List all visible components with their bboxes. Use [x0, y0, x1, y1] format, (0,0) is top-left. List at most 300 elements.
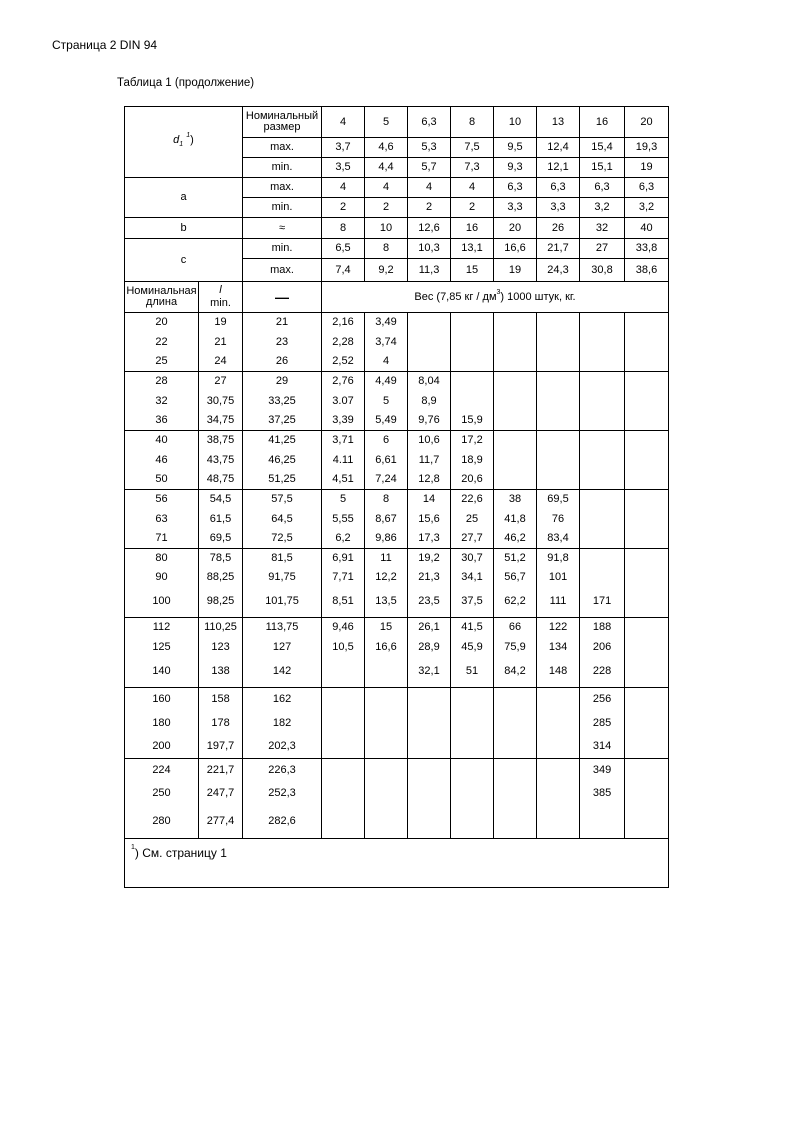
weight-row — [125, 372, 669, 392]
value-cell: 5,3 — [408, 138, 451, 158]
value-cell: 12,4 — [537, 138, 580, 158]
weight-row — [125, 490, 669, 510]
weight-cell — [625, 333, 669, 353]
d1-label: $d_1$ $^1$) — [125, 107, 243, 178]
weight-cell — [580, 568, 625, 587]
weight-row — [125, 657, 669, 688]
nominal-length-label: Номинальная длина — [125, 282, 199, 313]
weight-row — [125, 806, 669, 839]
l-max-cell: 282,6 — [243, 806, 322, 839]
weight-cell: 15,9 — [451, 412, 494, 431]
weight-cell — [451, 688, 494, 712]
value-cell: 15,1 — [580, 158, 625, 178]
value-cell: 6,3 — [580, 178, 625, 198]
nominal-length-cell: 180 — [125, 712, 199, 736]
weight-cell: 15 — [365, 618, 408, 638]
l-min-cell: 69,5 — [199, 530, 243, 549]
weight-cell — [451, 392, 494, 412]
weight-cell: 122 — [537, 618, 580, 638]
nominal-length-cell: 90 — [125, 568, 199, 587]
weight-cell: 4,51 — [322, 471, 365, 490]
weight-cell: 45,9 — [451, 638, 494, 657]
value-cell: 5,7 — [408, 158, 451, 178]
weight-cell — [625, 782, 669, 806]
l-min-cell: 61,5 — [199, 510, 243, 530]
l-min-cell: 98,25 — [199, 587, 243, 618]
weight-cell — [580, 471, 625, 490]
weight-cell — [494, 313, 537, 333]
weight-cell — [580, 392, 625, 412]
weight-cell: 6 — [365, 431, 408, 451]
weight-cell: 83,4 — [537, 530, 580, 549]
weight-cell: 9,46 — [322, 618, 365, 638]
weight-cell: 2,28 — [322, 333, 365, 353]
table-caption: Таблица 1 (продолжение) — [117, 77, 255, 89]
nominal-length-cell: 160 — [125, 688, 199, 712]
weight-cell — [494, 431, 537, 451]
weight-cell — [625, 759, 669, 782]
weight-cell — [625, 431, 669, 451]
weight-row — [125, 353, 669, 372]
weight-cell — [625, 568, 669, 587]
weight-cell — [625, 618, 669, 638]
weight-cell — [451, 333, 494, 353]
weight-cell: 8,9 — [408, 392, 451, 412]
weight-cell — [494, 353, 537, 372]
weight-cell: 26,1 — [408, 618, 451, 638]
weight-cell — [365, 688, 408, 712]
weight-row — [125, 688, 669, 712]
dimension-weight-table — [124, 106, 669, 888]
l-max-cell: 46,25 — [243, 451, 322, 471]
l-min-cell: 21 — [199, 333, 243, 353]
weight-cell — [365, 736, 408, 759]
weight-cell — [494, 451, 537, 471]
weight-cell: 22,6 — [451, 490, 494, 510]
value-cell: 16 — [451, 218, 494, 239]
weight-cell: 148 — [537, 657, 580, 688]
value-cell: 2 — [322, 198, 365, 218]
l-min-cell: 123 — [199, 638, 243, 657]
weight-cell — [625, 587, 669, 618]
value-cell: 8 — [322, 218, 365, 239]
weight-cell: 314 — [580, 736, 625, 759]
weight-cell — [408, 782, 451, 806]
weight-cell — [625, 372, 669, 392]
b-label: b — [125, 218, 243, 239]
weight-cell: 32,1 — [408, 657, 451, 688]
weight-cell — [365, 806, 408, 839]
l-min-cell: 19 — [199, 313, 243, 333]
weight-cell — [537, 471, 580, 490]
weight-cell — [322, 806, 365, 839]
size-cell: 4 — [322, 107, 365, 138]
value-cell: 11,3 — [408, 259, 451, 282]
weight-cell — [451, 736, 494, 759]
weight-cell — [580, 510, 625, 530]
weight-cell — [537, 431, 580, 451]
weight-cell — [322, 782, 365, 806]
size-cell: 10 — [494, 107, 537, 138]
value-cell: 4 — [365, 178, 408, 198]
c-max-label: max. — [243, 259, 322, 282]
l-min-cell: 88,25 — [199, 568, 243, 587]
nominal-length-cell: 140 — [125, 657, 199, 688]
weight-cell — [625, 712, 669, 736]
weight-row — [125, 587, 669, 618]
value-cell: 19 — [625, 158, 669, 178]
l-min-cell: 277,4 — [199, 806, 243, 839]
weight-cell — [451, 782, 494, 806]
weight-row — [125, 712, 669, 736]
value-cell: 3,7 — [322, 138, 365, 158]
weight-cell: 12,8 — [408, 471, 451, 490]
l-max-cell: 162 — [243, 688, 322, 712]
weight-cell — [625, 510, 669, 530]
weight-cell: 30,7 — [451, 549, 494, 568]
weight-cell: 206 — [580, 638, 625, 657]
weight-cell — [625, 530, 669, 549]
nominal-length-cell: 46 — [125, 451, 199, 471]
value-cell: 8 — [365, 239, 408, 259]
weight-cell: 9,86 — [365, 530, 408, 549]
nominal-length-cell: 125 — [125, 638, 199, 657]
weight-cell: 34,1 — [451, 568, 494, 587]
value-cell: 10 — [365, 218, 408, 239]
a-label: a — [125, 178, 243, 218]
weight-cell — [408, 806, 451, 839]
value-cell: 6,3 — [537, 178, 580, 198]
weight-cell — [451, 712, 494, 736]
value-cell: 19,3 — [625, 138, 669, 158]
nominal-length-cell: 63 — [125, 510, 199, 530]
l-min-cell: 43,75 — [199, 451, 243, 471]
value-cell: 4 — [408, 178, 451, 198]
weight-cell: 5 — [365, 392, 408, 412]
weight-cell: 69,5 — [537, 490, 580, 510]
weight-cell: 3.07 — [322, 392, 365, 412]
weight-cell: 188 — [580, 618, 625, 638]
value-cell: 13,1 — [451, 239, 494, 259]
weight-cell — [580, 806, 625, 839]
weight-cell — [580, 353, 625, 372]
nominal-length-cell: 112 — [125, 618, 199, 638]
value-cell: 38,6 — [625, 259, 669, 282]
nominal-size-label: Номинальный размер — [243, 107, 322, 138]
weight-cell — [537, 313, 580, 333]
weight-cell — [494, 688, 537, 712]
l-min-cell: 158 — [199, 688, 243, 712]
value-cell: 6,5 — [322, 239, 365, 259]
weight-cell: 23,5 — [408, 587, 451, 618]
weight-cell — [451, 759, 494, 782]
weight-cell: 8,67 — [365, 510, 408, 530]
weight-cell — [625, 490, 669, 510]
weight-cell: 2,76 — [322, 372, 365, 392]
size-cell: 8 — [451, 107, 494, 138]
value-cell: 15,4 — [580, 138, 625, 158]
weight-cell: 6,91 — [322, 549, 365, 568]
l-max-cell: 64,5 — [243, 510, 322, 530]
weight-cell — [537, 759, 580, 782]
value-cell: 6,3 — [494, 178, 537, 198]
l-max-cell: 101,75 — [243, 587, 322, 618]
weight-cell — [365, 759, 408, 782]
l-max-cell: 142 — [243, 657, 322, 688]
weight-row — [125, 530, 669, 549]
value-cell: 7,5 — [451, 138, 494, 158]
weight-cell: 7,24 — [365, 471, 408, 490]
l-max-cell: 26 — [243, 353, 322, 372]
nominal-length-cell: 250 — [125, 782, 199, 806]
size-cell: 20 — [625, 107, 669, 138]
weight-cell — [580, 333, 625, 353]
weight-cell — [625, 549, 669, 568]
weight-cell: 10,6 — [408, 431, 451, 451]
weight-cell — [537, 451, 580, 471]
value-cell: 4,4 — [365, 158, 408, 178]
l-min-cell: 78,5 — [199, 549, 243, 568]
nominal-length-cell: 50 — [125, 471, 199, 490]
weight-cell: 3,74 — [365, 333, 408, 353]
footnote: $^1$) См. страницу 1 — [125, 839, 669, 888]
value-cell: 12,1 — [537, 158, 580, 178]
weight-cell — [451, 313, 494, 333]
weight-cell: 14 — [408, 490, 451, 510]
value-cell: 30,8 — [580, 259, 625, 282]
weight-cell — [580, 549, 625, 568]
weight-cell — [451, 353, 494, 372]
nominal-length-cell: 200 — [125, 736, 199, 759]
value-cell: 3,3 — [494, 198, 537, 218]
l-min-cell: 34,75 — [199, 412, 243, 431]
weight-cell — [322, 712, 365, 736]
weight-cell — [322, 759, 365, 782]
l-max-cell: 21 — [243, 313, 322, 333]
nominal-size-row — [125, 107, 669, 138]
weight-cell: 56,7 — [494, 568, 537, 587]
weight-cell: 5 — [322, 490, 365, 510]
a-max-label: max. — [243, 178, 322, 198]
weight-row — [125, 392, 669, 412]
nominal-length-cell: 22 — [125, 333, 199, 353]
l-max-cell: 51,25 — [243, 471, 322, 490]
l-max-cell: 113,75 — [243, 618, 322, 638]
weight-cell: 4.11 — [322, 451, 365, 471]
weight-cell: 6,61 — [365, 451, 408, 471]
weight-cell — [625, 313, 669, 333]
weight-cell: 41,8 — [494, 510, 537, 530]
weight-cell — [494, 333, 537, 353]
nominal-length-cell: 32 — [125, 392, 199, 412]
weight-row — [125, 568, 669, 587]
weight-cell: 91,8 — [537, 549, 580, 568]
weight-cell: 16,6 — [365, 638, 408, 657]
weight-cell — [494, 471, 537, 490]
a-max-row — [125, 178, 669, 198]
weight-cell — [537, 736, 580, 759]
value-cell: 4,6 — [365, 138, 408, 158]
value-cell: 24,3 — [537, 259, 580, 282]
weight-cell: 11,7 — [408, 451, 451, 471]
weight-cell — [451, 372, 494, 392]
size-cell: 13 — [537, 107, 580, 138]
l-min-cell: 138 — [199, 657, 243, 688]
weight-cell — [537, 353, 580, 372]
l-max-cell: 127 — [243, 638, 322, 657]
weight-cell — [580, 372, 625, 392]
weight-cell: 228 — [580, 657, 625, 688]
value-cell: 3,2 — [625, 198, 669, 218]
weight-cell: 11 — [365, 549, 408, 568]
d1-max-label: max. — [243, 138, 322, 158]
weight-cell — [408, 313, 451, 333]
l-min-cell: 221,7 — [199, 759, 243, 782]
value-cell: 9,5 — [494, 138, 537, 158]
weight-cell — [580, 412, 625, 431]
weight-cell — [580, 451, 625, 471]
weight-cell — [580, 313, 625, 333]
weight-cell: 285 — [580, 712, 625, 736]
weight-cell: 349 — [580, 759, 625, 782]
weight-row — [125, 313, 669, 333]
value-cell: 2 — [365, 198, 408, 218]
l-max-cell: 91,75 — [243, 568, 322, 587]
weight-cell: 4,49 — [365, 372, 408, 392]
weight-cell: 2,16 — [322, 313, 365, 333]
nominal-length-cell: 36 — [125, 412, 199, 431]
weight-cell: 12,2 — [365, 568, 408, 587]
nominal-length-cell: 80 — [125, 549, 199, 568]
weight-cell — [625, 451, 669, 471]
weight-cell: 5,49 — [365, 412, 408, 431]
l-max-cell: 182 — [243, 712, 322, 736]
weight-cell — [580, 530, 625, 549]
weight-cell: 7,71 — [322, 568, 365, 587]
weight-cell: 8 — [365, 490, 408, 510]
value-cell: 15 — [451, 259, 494, 282]
weight-cell: 134 — [537, 638, 580, 657]
weight-cell — [537, 412, 580, 431]
size-cell: 5 — [365, 107, 408, 138]
weight-cell — [494, 782, 537, 806]
value-cell: 3,3 — [537, 198, 580, 218]
weight-cell — [625, 471, 669, 490]
weight-cell: 17,3 — [408, 530, 451, 549]
weight-cell: 38 — [494, 490, 537, 510]
value-cell: 19 — [494, 259, 537, 282]
weight-cell — [537, 372, 580, 392]
weight-row — [125, 549, 669, 568]
value-cell: 4 — [322, 178, 365, 198]
weight-cell: 8,51 — [322, 587, 365, 618]
weight-cell: 46,2 — [494, 530, 537, 549]
weight-cell — [408, 353, 451, 372]
l-min-cell: 247,7 — [199, 782, 243, 806]
l-max-cell: 33,25 — [243, 392, 322, 412]
weight-cell: 27,7 — [451, 530, 494, 549]
nominal-length-cell: 20 — [125, 313, 199, 333]
value-cell: 16,6 — [494, 239, 537, 259]
size-cell: 16 — [580, 107, 625, 138]
l-max-cell: 81,5 — [243, 549, 322, 568]
weight-cell — [408, 688, 451, 712]
value-cell: 12,6 — [408, 218, 451, 239]
weight-cell — [408, 712, 451, 736]
page-header: Страница 2 DIN 94 — [52, 38, 158, 52]
weight-cell — [537, 333, 580, 353]
weight-cell — [494, 372, 537, 392]
weight-cell: 41,5 — [451, 618, 494, 638]
l-min-cell: 24 — [199, 353, 243, 372]
weight-cell: 3,71 — [322, 431, 365, 451]
weight-cell: 51,2 — [494, 549, 537, 568]
weight-cell — [580, 490, 625, 510]
weight-cell: 13,5 — [365, 587, 408, 618]
weight-cell: 3,49 — [365, 313, 408, 333]
weight-cell — [408, 736, 451, 759]
weight-cell: 6,2 — [322, 530, 365, 549]
l-min-cell: 54,5 — [199, 490, 243, 510]
l-max-cell: 226,3 — [243, 759, 322, 782]
weight-cell — [494, 712, 537, 736]
l-max-cell: 72,5 — [243, 530, 322, 549]
c-label: c — [125, 239, 243, 282]
weight-cell — [537, 806, 580, 839]
l-max-cell: 23 — [243, 333, 322, 353]
value-cell: 26 — [537, 218, 580, 239]
weight-row — [125, 510, 669, 530]
l-max-cell: 252,3 — [243, 782, 322, 806]
weight-cell — [537, 712, 580, 736]
weight-cell — [625, 688, 669, 712]
weight-cell — [625, 392, 669, 412]
weight-cell: 9,76 — [408, 412, 451, 431]
weight-cell — [494, 806, 537, 839]
weight-row — [125, 431, 669, 451]
weight-cell: 62,2 — [494, 587, 537, 618]
weight-row — [125, 333, 669, 353]
value-cell: 7,4 — [322, 259, 365, 282]
l-max-cell: 29 — [243, 372, 322, 392]
weight-cell: 28,9 — [408, 638, 451, 657]
weight-cell: 19,2 — [408, 549, 451, 568]
nominal-length-cell: 224 — [125, 759, 199, 782]
weight-cell: 3,39 — [322, 412, 365, 431]
footnote-row — [125, 839, 669, 888]
weight-cell — [408, 333, 451, 353]
weight-cell — [494, 736, 537, 759]
value-cell: 33,8 — [625, 239, 669, 259]
dash-cell: — — [243, 282, 322, 313]
weight-cell: 51 — [451, 657, 494, 688]
weight-row — [125, 451, 669, 471]
weight-cell: 66 — [494, 618, 537, 638]
weight-cell: 75,9 — [494, 638, 537, 657]
nominal-length-cell: 280 — [125, 806, 199, 839]
value-cell: 2 — [451, 198, 494, 218]
l-min-cell: 178 — [199, 712, 243, 736]
l-min-cell: 48,75 — [199, 471, 243, 490]
weight-cell: 76 — [537, 510, 580, 530]
weight-cell: 10,5 — [322, 638, 365, 657]
weight-cell: 21,3 — [408, 568, 451, 587]
weight-cell: 2,52 — [322, 353, 365, 372]
weight-row — [125, 471, 669, 490]
value-cell: 6,3 — [625, 178, 669, 198]
weight-cell — [537, 392, 580, 412]
weight-row — [125, 412, 669, 431]
